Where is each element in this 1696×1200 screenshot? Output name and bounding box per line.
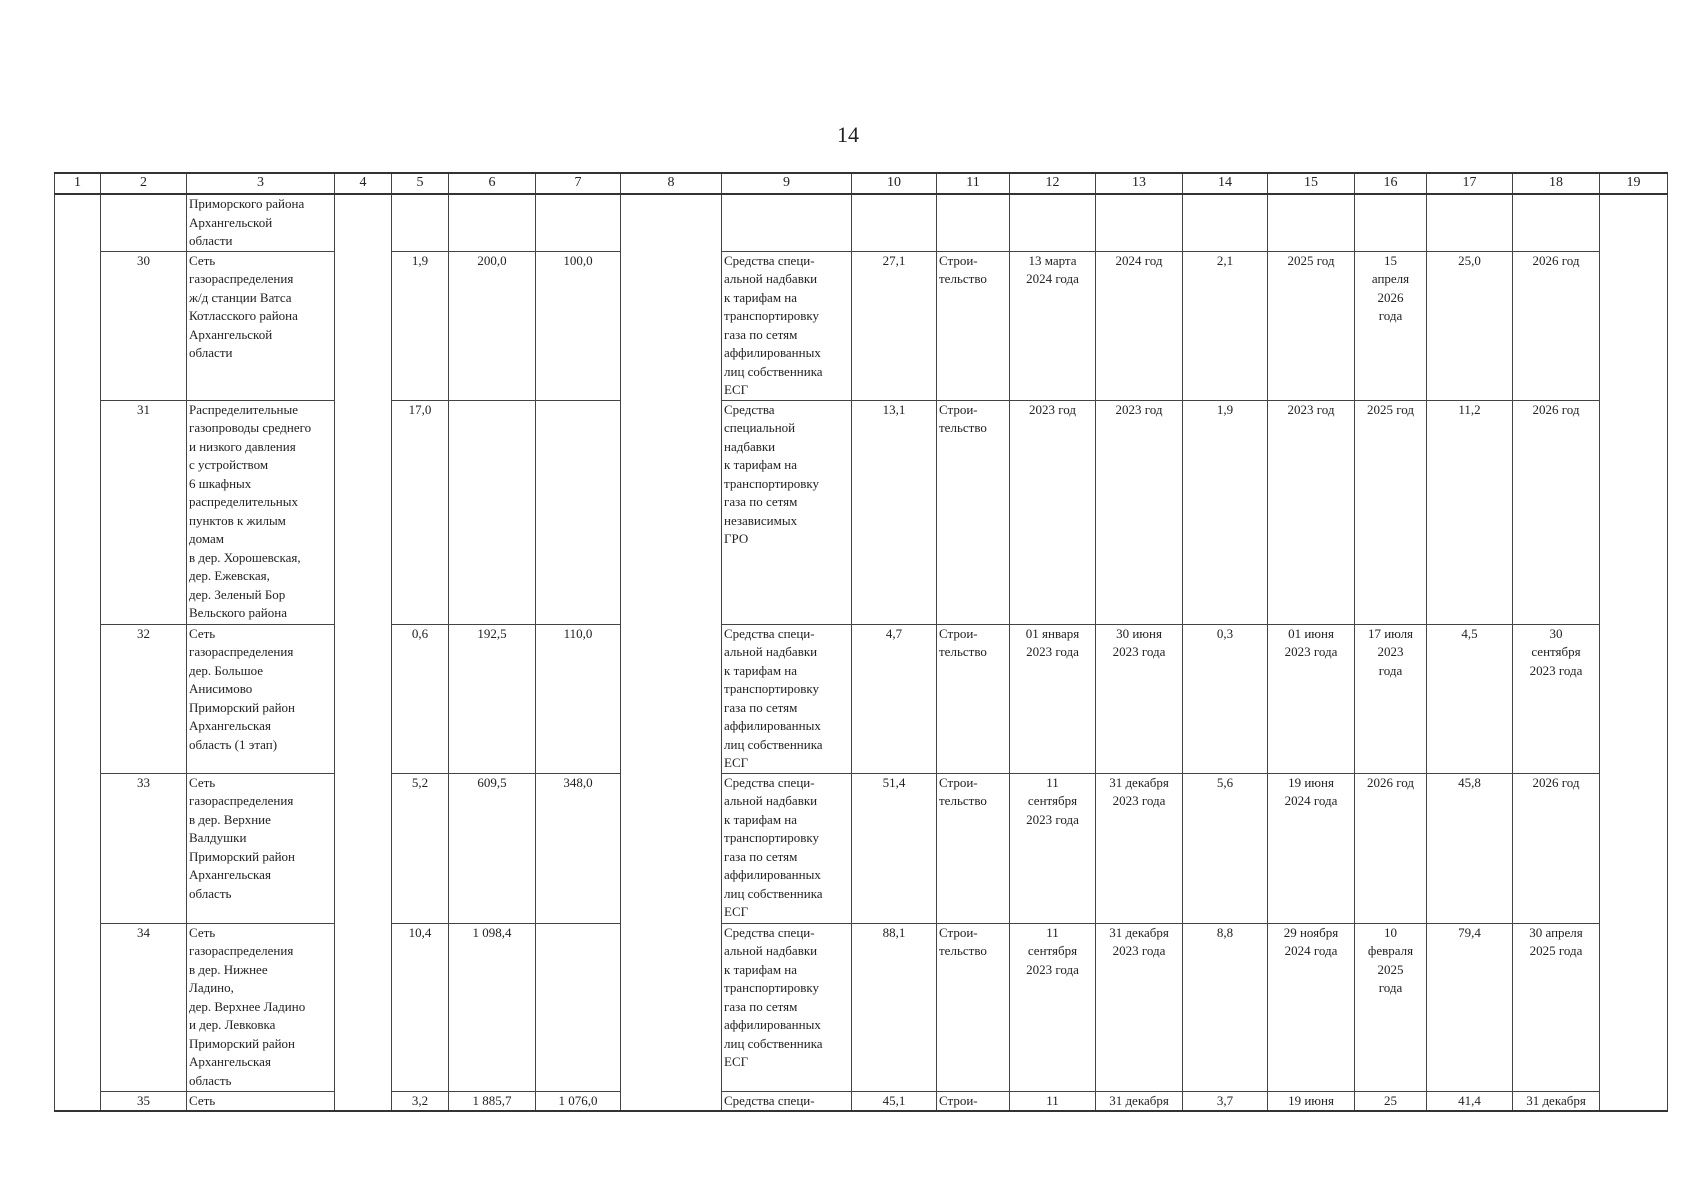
cell-col7: 348,0 [536, 773, 621, 923]
cell-col1 [55, 624, 101, 773]
column-header: 4 [335, 173, 392, 194]
cell-col6: 192,5 [449, 624, 536, 773]
cell-col4 [335, 1091, 392, 1111]
cell-col6 [449, 194, 536, 251]
cell-col17 [1427, 194, 1513, 251]
cell-col19 [1600, 1091, 1668, 1111]
cell-col7: 110,0 [536, 624, 621, 773]
cell-col7: 100,0 [536, 251, 621, 400]
cell-col17: 41,4 [1427, 1091, 1513, 1111]
cell-col5: 17,0 [392, 400, 449, 624]
cell-object-name: Сеть газораспределения ж/д станции Ватса Котласского района Архангельской области [187, 251, 335, 400]
cell-col6: 609,5 [449, 773, 536, 923]
cell-object-name: Сеть газораспределения дер. Большое Анисимово Приморский район Архангельская область (1 этап) [187, 624, 335, 773]
cell-col5: 5,2 [392, 773, 449, 923]
cell-col16: 25 [1355, 1091, 1427, 1111]
column-header: 17 [1427, 173, 1513, 194]
cell-col13 [1096, 194, 1183, 251]
cell-col18 [1513, 194, 1600, 251]
cell-col5: 0,6 [392, 624, 449, 773]
column-header: 15 [1268, 173, 1355, 194]
cell-col15: 19 июня 2024 года [1268, 773, 1355, 923]
cell-funding-source [722, 194, 852, 251]
cell-col10: 88,1 [852, 923, 937, 1091]
cell-col8 [621, 923, 722, 1091]
cell-col5: 1,9 [392, 251, 449, 400]
column-header: 14 [1183, 173, 1268, 194]
cell-col4 [335, 773, 392, 923]
cell-col12: 01 января 2023 года [1010, 624, 1096, 773]
cell-work-type [937, 194, 1010, 251]
cell-col16: 2026 год [1355, 773, 1427, 923]
cell-col17: 25,0 [1427, 251, 1513, 400]
cell-col10: 51,4 [852, 773, 937, 923]
cell-col15: 2025 год [1268, 251, 1355, 400]
cell-col12 [1010, 194, 1096, 251]
cell-col16: 15 апреля 2026 года [1355, 251, 1427, 400]
cell-col8 [621, 624, 722, 773]
cell-col4 [335, 194, 392, 251]
cell-work-type: Строи- тельство [937, 773, 1010, 923]
column-header: 16 [1355, 173, 1427, 194]
cell-col14 [1183, 194, 1268, 251]
cell-col16: 10 февраля 2025 года [1355, 923, 1427, 1091]
column-header: 19 [1600, 173, 1668, 194]
cell-col1 [55, 194, 101, 251]
cell-col1 [55, 923, 101, 1091]
cell-funding-source: Средства специ- альной надбавки к тарифам на транспортировку газа по сетям аффилированных лиц собственника ЕСГ [722, 923, 852, 1091]
column-header: 13 [1096, 173, 1183, 194]
cell-col6: 1 885,7 [449, 1091, 536, 1111]
cell-col8 [621, 1091, 722, 1111]
cell-col14: 0,3 [1183, 624, 1268, 773]
cell-col5 [392, 194, 449, 251]
cell-col13: 31 декабря 2023 года [1096, 773, 1183, 923]
cell-col13: 30 июня 2023 года [1096, 624, 1183, 773]
table-row [55, 923, 1668, 1091]
cell-col10: 45,1 [852, 1091, 937, 1111]
cell-col1 [55, 400, 101, 624]
cell-col1 [55, 251, 101, 400]
cell-col15: 01 июня 2023 года [1268, 624, 1355, 773]
cell-col17: 79,4 [1427, 923, 1513, 1091]
cell-col18: 2026 год [1513, 251, 1600, 400]
cell-col16 [1355, 194, 1427, 251]
cell-col8 [621, 400, 722, 624]
cell-col1 [55, 773, 101, 923]
cell-object-name: Сеть газораспределения в дер. Нижнее Ладино, дер. Верхнее Ладино и дер. Левковка Приморский район Архангельская область [187, 923, 335, 1091]
column-header: 1 [55, 173, 101, 194]
cell-work-type: Строи- тельство [937, 624, 1010, 773]
table-row [55, 1091, 1668, 1111]
cell-col18: 30 сентября 2023 года [1513, 624, 1600, 773]
cell-col7 [536, 400, 621, 624]
cell-number [101, 194, 187, 251]
cell-object-name: Сеть [187, 1091, 335, 1111]
cell-number: 34 [101, 923, 187, 1091]
cell-col14: 5,6 [1183, 773, 1268, 923]
cell-col14: 3,7 [1183, 1091, 1268, 1111]
cell-col6: 200,0 [449, 251, 536, 400]
cell-col7: 1 076,0 [536, 1091, 621, 1111]
cell-col14: 8,8 [1183, 923, 1268, 1091]
cell-col4 [335, 624, 392, 773]
cell-col7 [536, 194, 621, 251]
cell-col6 [449, 400, 536, 624]
cell-work-type: Строи- тельство [937, 251, 1010, 400]
cell-col5: 10,4 [392, 923, 449, 1091]
cell-number: 32 [101, 624, 187, 773]
cell-col12: 11 сентября 2023 года [1010, 773, 1096, 923]
cell-col8 [621, 251, 722, 400]
column-header: 9 [722, 173, 852, 194]
cell-col19 [1600, 923, 1668, 1091]
column-header: 8 [621, 173, 722, 194]
cell-col4 [335, 400, 392, 624]
cell-col18: 2026 год [1513, 400, 1600, 624]
page-number: 14 [837, 122, 859, 147]
cell-col4 [335, 923, 392, 1091]
cell-number: 30 [101, 251, 187, 400]
data-table [54, 172, 1668, 1112]
cell-col15: 19 июня [1268, 1091, 1355, 1111]
column-header: 7 [536, 173, 621, 194]
cell-funding-source: Средства специ- [722, 1091, 852, 1111]
cell-col17: 11,2 [1427, 400, 1513, 624]
cell-col10: 13,1 [852, 400, 937, 624]
cell-col12: 11 [1010, 1091, 1096, 1111]
cell-col4 [335, 251, 392, 400]
cell-col18: 30 апреля 2025 года [1513, 923, 1600, 1091]
cell-col6: 1 098,4 [449, 923, 536, 1091]
cell-object-name: Распределительные газопроводы среднего и низкого давления с устройством 6 шкафных распределительных пунктов к жилым домам в дер. Хорошевская, дер. Ежевская, дер. Зеленый Бор Вельского района [187, 400, 335, 624]
column-header: 10 [852, 173, 937, 194]
cell-funding-source: Средства специ- альной надбавки к тарифам на транспортировку газа по сетям аффилированных лиц собственника ЕСГ [722, 773, 852, 923]
cell-funding-source: Средства специальной надбавки к тарифам на транспортировку газа по сетям независимых ГРО [722, 400, 852, 624]
cell-col19 [1600, 400, 1668, 624]
cell-col10: 4,7 [852, 624, 937, 773]
table-row [55, 624, 1668, 773]
cell-col13: 2023 год [1096, 400, 1183, 624]
cell-col5: 3,2 [392, 1091, 449, 1111]
cell-object-name: Приморского района Архангельской области [187, 194, 335, 251]
cell-object-name: Сеть газораспределения в дер. Верхние Валдушки Приморский район Архангельская область [187, 773, 335, 923]
column-header: 5 [392, 173, 449, 194]
cell-col1 [55, 1091, 101, 1111]
cell-col14: 1,9 [1183, 400, 1268, 624]
cell-col19 [1600, 251, 1668, 400]
table-row [55, 251, 1668, 400]
cell-col13: 31 декабря [1096, 1091, 1183, 1111]
cell-col15 [1268, 194, 1355, 251]
cell-col18: 31 декабря [1513, 1091, 1600, 1111]
cell-work-type: Строи- тельство [937, 923, 1010, 1091]
table-row [55, 773, 1668, 923]
cell-col19 [1600, 624, 1668, 773]
cell-col8 [621, 773, 722, 923]
column-header: 12 [1010, 173, 1096, 194]
table-row [55, 400, 1668, 624]
cell-funding-source: Средства специ- альной надбавки к тарифам на транспортировку газа по сетям аффилированных лиц собственника ЕСГ [722, 624, 852, 773]
cell-col19 [1600, 194, 1668, 251]
column-header: 11 [937, 173, 1010, 194]
cell-work-type: Строи- [937, 1091, 1010, 1111]
cell-funding-source: Средства специ- альной надбавки к тарифам на транспортировку газа по сетям аффилированных лиц собственника ЕСГ [722, 251, 852, 400]
cell-col16: 2025 год [1355, 400, 1427, 624]
cell-col17: 45,8 [1427, 773, 1513, 923]
table-row [55, 194, 1668, 251]
cell-col10: 27,1 [852, 251, 937, 400]
cell-col14: 2,1 [1183, 251, 1268, 400]
cell-col12: 13 марта 2024 года [1010, 251, 1096, 400]
cell-col13: 2024 год [1096, 251, 1183, 400]
column-header: 3 [187, 173, 335, 194]
cell-col18: 2026 год [1513, 773, 1600, 923]
cell-number: 31 [101, 400, 187, 624]
cell-number: 35 [101, 1091, 187, 1111]
cell-col13: 31 декабря 2023 года [1096, 923, 1183, 1091]
cell-col19 [1600, 773, 1668, 923]
cell-col15: 2023 год [1268, 400, 1355, 624]
cell-col12: 11 сентября 2023 года [1010, 923, 1096, 1091]
cell-work-type: Строи- тельство [937, 400, 1010, 624]
cell-col7 [536, 923, 621, 1091]
cell-col8 [621, 194, 722, 251]
column-header: 6 [449, 173, 536, 194]
column-header: 18 [1513, 173, 1600, 194]
column-header: 2 [101, 173, 187, 194]
cell-col10 [852, 194, 937, 251]
cell-number: 33 [101, 773, 187, 923]
cell-col16: 17 июля 2023 года [1355, 624, 1427, 773]
header-row [55, 173, 1668, 194]
cell-col12: 2023 год [1010, 400, 1096, 624]
cell-col15: 29 ноября 2024 года [1268, 923, 1355, 1091]
cell-col17: 4,5 [1427, 624, 1513, 773]
